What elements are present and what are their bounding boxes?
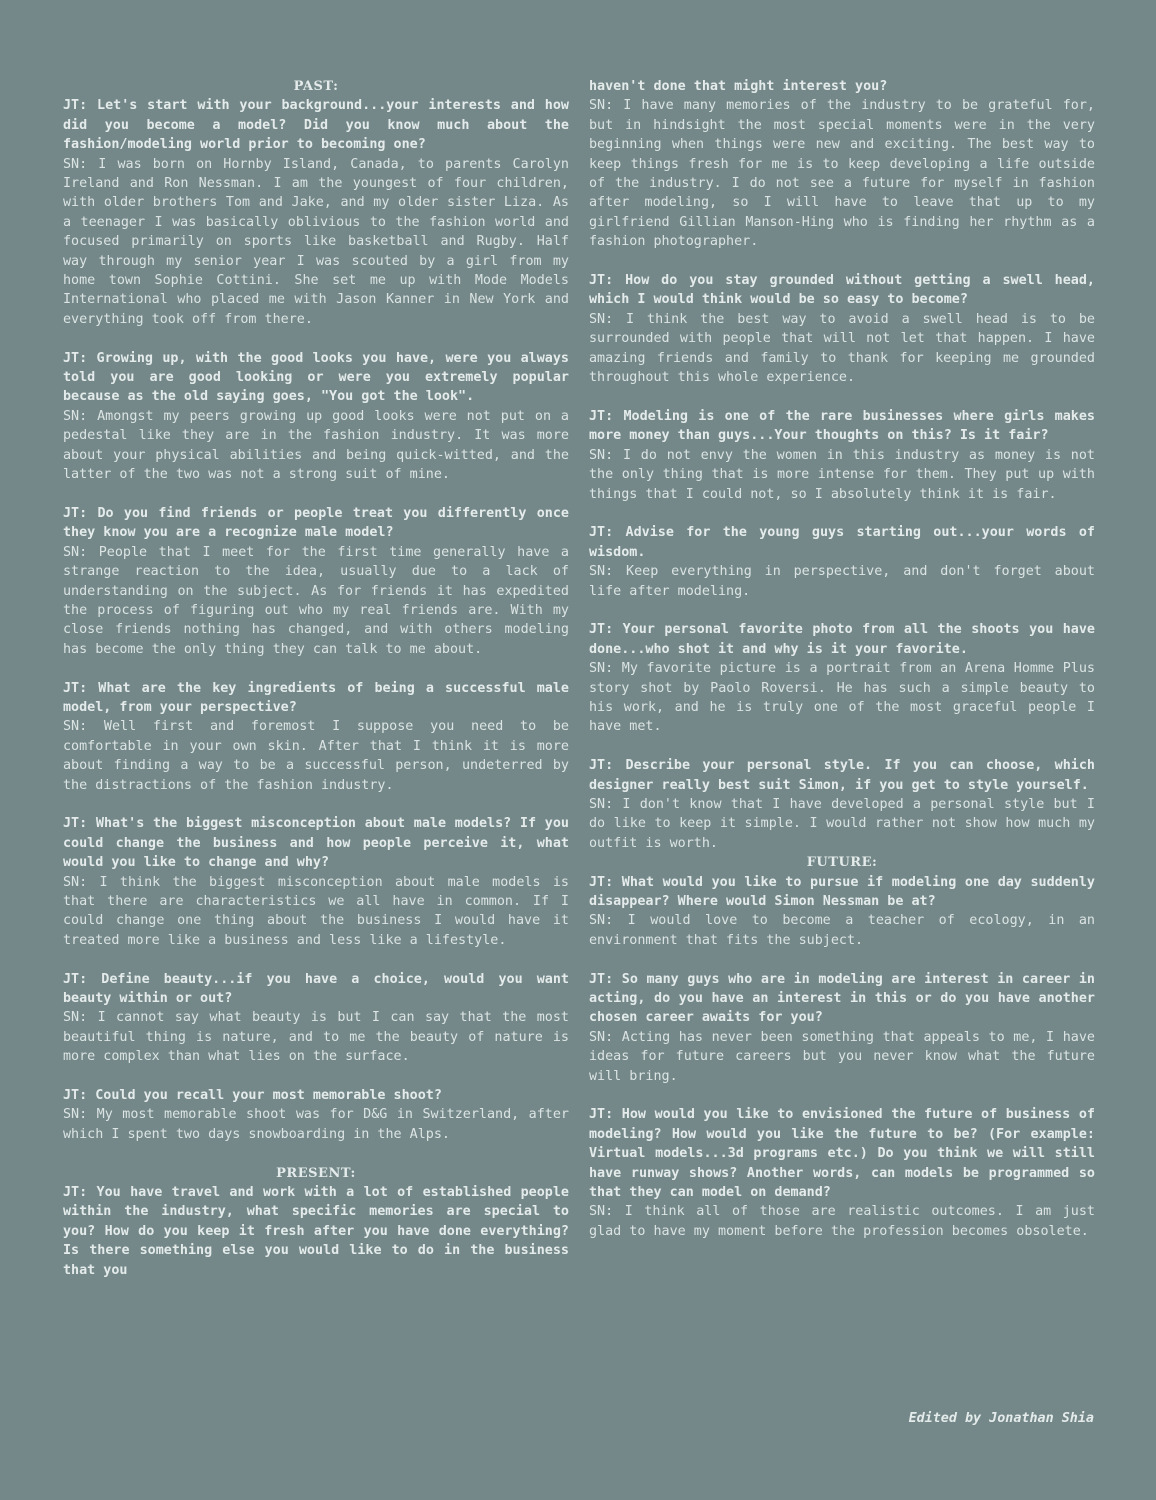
qa-block: [589, 77, 1095, 252]
qa-block: [589, 873, 1095, 951]
section-heading-future: FUTURE:: [806, 855, 878, 871]
question: JT: You have travel and work with a lot of established people within the industry, what specific memories are special to you? How do you keep it fresh after you have done everything? Is there something else you would like to do in the business that you: [63, 1185, 569, 1278]
question: JT: Your personal favorite photo from all the shoots you have done...who shot it and why is it your favorite.: [589, 622, 1095, 657]
question: JT: Let's start with your background...your interests and how did you become a model? Did you know much about the fashion/modeling world prior to becoming one?: [63, 98, 569, 153]
answer: SN: People that I meet for the first time generally have a strange reaction to the idea, usually due to a lack of understanding on the subject. As for friends it has expedited the process of figuring out who my real friends are. With my close friends nothing has changed, and with others modeling has become the only thing they can talk to me about.: [63, 544, 569, 657]
answer: SN: I do not envy the women in this industry as money is not the only thing that is more intense for them. They put up with things that I could not, so I absolutely think it is fair.: [589, 447, 1095, 502]
answer: SN: I think the best way to avoid a swell head is to be surrounded with people that will not let that happen. I have amazing friends and family to thank for keeping me grounded throughout this whole experience.: [589, 311, 1095, 386]
qa-block: [63, 504, 569, 659]
qa-block: [589, 756, 1095, 853]
qa-block: [589, 523, 1095, 601]
question: JT: Modeling is one of the rare businesses where girls makes more money than guys...Your thoughts on this? Is it fair?: [589, 408, 1095, 444]
qa-block: [63, 1086, 569, 1144]
answer: SN: I think all of those are realistic outcomes. I am just glad to have my moment before the profession becomes obsolete.: [589, 1204, 1095, 1239]
answer: SN: My most memorable shoot was for D&G in Switzerland, after which I spent two days snowboarding in the Alps.: [63, 1107, 569, 1142]
answer: SN: Well first and foremost I suppose you need to be comfortable in your own skin. After that I think it is more about finding a way to be a successful person, undeterred by the distractions of the fashion industry.: [63, 719, 569, 793]
question: JT: Define beauty...if you have a choice, would you want beauty within or out?: [63, 971, 569, 1007]
qa-block: [63, 96, 569, 329]
answer: SN: I have many memories of the industry to be grateful for, but in hindsight the most special moments were in the very beginning when things were new and exciting. The best way to keep things fresh for me is to keep developing a life outside of the industry. I do not see a future for myself in fashion after modeling, so I will have to leave that up to my girlfriend Gillian Manson-Hing who is finding her rhythm as a fashion photographer.: [589, 98, 1095, 250]
question: JT: Growing up, with the good looks you have, were you always told you are good looking or were you extremely popular because as the old saying goes, "You got the look".: [63, 350, 569, 405]
question: JT: What are the key ingredients of being a successful male model, from your perspective?: [63, 680, 569, 715]
question: JT: What would you like to pursue if modeling one day suddenly disappear? Where would Simon Nessman be at?: [589, 874, 1095, 909]
answer: SN: I would love to become a teacher of ecology, in an environment that fits the subject.: [589, 913, 1095, 948]
qa-block: [589, 620, 1095, 736]
answer: SN: I cannot say what beauty is but I can say that the most beautiful thing is nature, and to me the beauty of nature is more complex than what lies on the surface.: [63, 1010, 569, 1065]
answer: SN: Acting has never been something that appeals to me, I have ideas for future careers but you never know what the future will bring.: [589, 1029, 1095, 1084]
answer: SN: Keep everything in perspective, and don't forget about life after modeling.: [589, 564, 1095, 599]
qa-block: [589, 271, 1095, 387]
answer: SN: My favorite picture is a portrait from an Arena Homme Plus story shot by Paolo Roversi. He has such a simple beauty to his work, and he is truly one of the most graceful people I have met.: [589, 661, 1095, 735]
qa-block: [589, 1105, 1095, 1241]
section-heading-present: PRESENT:: [276, 1165, 356, 1181]
answer: SN: I was born on Hornby Island, Canada, to parents Carolyn Ireland and Ron Nessman. I am the youngest of four children, with older brothers Tom and Jake, and my older sister Liza. As a teenager I was basically oblivious to the fashion world and focused primarily on sports like basketball and Rugby. Half way through my senior year I was scouted by a girl from my home town Sophie Cottini. She set me up with Mode Models International who placed me with Jason Kanner in New York and everything took off from there.: [63, 156, 569, 327]
qa-block: [63, 970, 569, 1067]
answer: SN: I don't know that I have developed a personal style but I do like to keep it simple. I would rather not show how much my outfit is worth.: [589, 796, 1095, 851]
answer: SN: I think the biggest misconception about male models is that there are characteristics we all have in common. If I could change one thing about the business I would have it treated more like a business and less like a lifestyle.: [63, 874, 569, 948]
editor-credit: Edited by Jonathan Shia: [908, 1411, 1094, 1426]
left-column: [63, 77, 569, 1280]
question: JT: Could you recall your most memorable shoot?: [63, 1088, 442, 1104]
qa-block: [63, 349, 569, 485]
question: JT: How do you stay grounded without getting a swell head, which I would think would be so easy to become?: [589, 273, 1095, 308]
qa-block: [589, 970, 1095, 1086]
question: JT: Describe your personal style. If you can choose, which designer really best suit Simon, if you get to style yourself.: [589, 758, 1095, 793]
right-column: [589, 77, 1095, 1241]
question: JT: What's the biggest misconception about male models? If you could change the business and how people perceive it, what would you like to change and why?: [63, 816, 569, 871]
question: JT: Do you find friends or people treat you differently once they know you are a recognize male model?: [63, 505, 569, 541]
qa-block: [63, 814, 569, 950]
answer: SN: Amongst my peers growing up good looks were not put on a pedestal like they are in the fashion industry. It was more about your physical abilities and being quick-witted, and the latter of the two was not a strong suit of mine.: [63, 408, 569, 483]
question-continued: haven't done that might interest you?: [589, 79, 888, 94]
question: JT: Advise for the young guys starting out...your words of wisdom.: [589, 525, 1095, 560]
question: JT: So many guys who are in modeling are interest in career in acting, do you have an interest in this or do you have another chosen career awaits for you?: [589, 971, 1095, 1026]
question: JT: How would you like to envisioned the future of business of modeling? How would you like the future to be? (For example: Virtual models...3d programs etc.) Do you think we will still have runway shows? Another words, can models be programmed so that they can model on demand?: [589, 1107, 1095, 1201]
qa-block: [63, 679, 569, 795]
qa-block: [589, 407, 1095, 504]
section-heading-past: PAST:: [293, 79, 339, 94]
